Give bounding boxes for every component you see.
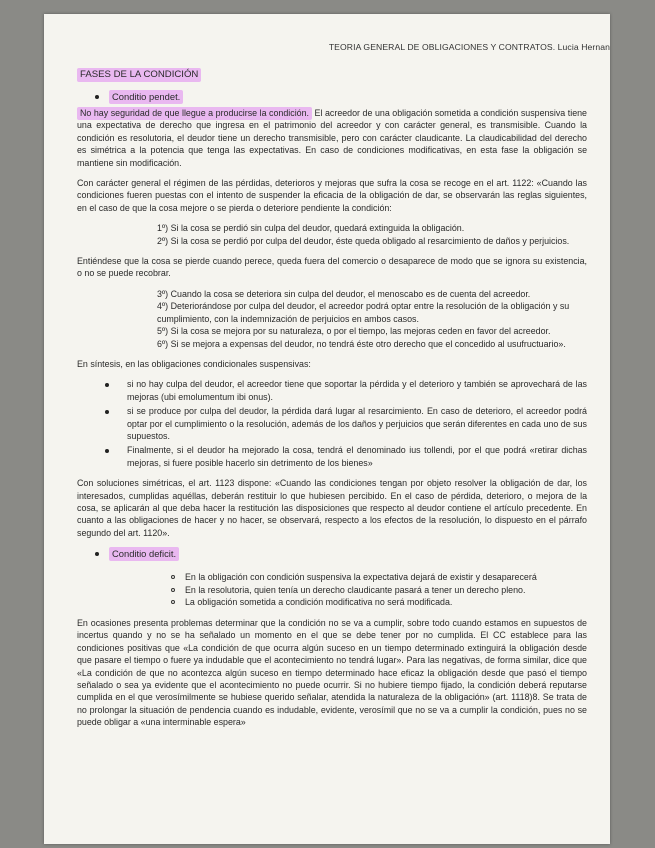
paragraph-5: Con soluciones simétricas, el art. 1123 dispone: «Cuando las condiciones tengan por objeto resolver la obligación de dar, los interesados, cumplidas aquéllas, deberán restituir lo que hubiesen percibido. En el caso de pérdida, deterioro, o mejora de la cosa, se aplicarán al que deba hacer la restitución las disposiciones que respecto al deudor contiene el artículo precedente. En cuanto a las obligaciones de hacer y no hacer, se observará, respecto a los efectos de la resolución, lo dispuesto en el párrafo segundo del art. 1120». (77, 478, 587, 538)
rule-item: 2º) Si la cosa se perdió por culpa del deudor, éste queda obligado al resarcimiento de daños y perjuicios. (157, 235, 570, 246)
paragraph-1-text: El acreedor de una obligación sometida a condición suspensiva tiene una expectativa de derecho que ingresa en el patrimonio del acreedor y con carácter general, es transmisible. Cuando la condición es resolutoria, el deudor tiene un derecho transmisible, pero con carácter claudicante. La claudicabilidad del derecho es simétrica a la potencia que tenga las expectativas. En caso de condiciones modificativas, en esta fase la obligación se mantiene sin modificación. (77, 108, 587, 168)
rule-item: 3º) Cuando la cosa se deteriora sin culpa del deudor, el menoscabo es de cuenta del acreedor. (157, 288, 531, 299)
paragraph-3: Entiéndese que la cosa se pierde cuando perece, queda fuera del comercio o desaparece de modo que se ignora su existencia, o no se puede recobrar. (77, 256, 587, 279)
running-header: TEORIA GENERAL DE OBLIGACIONES Y CONTRATOS. Lucia Hernan (328, 42, 610, 52)
paragraph-4: En síntesis, en las obligaciones condicionales suspensivas: (77, 358, 311, 369)
list-item: si no hay culpa del deudor, el acreedor tiene que soportar la pérdida y el deterioro y también se aprovechará de las mejoras (ubi emolumentum ibi onus). (77, 378, 587, 403)
bullet-icon (95, 95, 99, 99)
rules-list-b (157, 288, 587, 350)
document-page (44, 14, 610, 844)
paragraph-1 (77, 107, 587, 169)
rule-item: 4º) Deteriorándose por culpa del deudor, el acreedor podrá optar entre la resolución de la obligación y su cumplimiento, con la indemnización de perjuicios en ambos casos. (157, 301, 570, 324)
list-item: La obligación sometida a condición modificativa no será modificada. (77, 596, 587, 609)
subsection-heading-deficit (95, 547, 587, 561)
subsection-heading-pendet (95, 90, 587, 104)
rules-list-a (157, 222, 587, 247)
rule-item: 6º) Si se mejora a expensas del deudor, no tendrá éste otro derecho que el concedido al usufructuario». (157, 338, 566, 349)
deficit-sublist (77, 571, 587, 609)
list-item: En la obligación con condición suspensiva la expectativa dejará de existir y desaparecerá (77, 571, 587, 584)
document-body (77, 42, 587, 737)
highlighted-sentence: No hay seguridad de que llegue a producirse la condición. (77, 107, 312, 120)
list-item: Finalmente, si el deudor ha mejorado la cosa, tendrá el denominado ius tollendi, por el que podrá «retirar dichas mejoras, si fuere posible hacerlo sin detrimento de los bienes» (77, 444, 587, 469)
list-item: En la resolutoria, quien tenía un derecho claudicante pasará a tener un derecho pleno. (77, 584, 587, 597)
section-title: FASES DE LA CONDICIÓN (77, 68, 201, 82)
paragraph-6: En ocasiones presenta problemas determinar que la condición no se va a cumplir, sobre todo cuando estamos en supuestos de incertus quando y no se ha señalado un momento en el que se debe tener por no cumplida. El CC establece para las condiciones positivas que «La condición de que ocurra algún suceso en un tiempo determinado extinguirá la obligación desde que pasare el tiempo o fuere ya indudable que el acontecimiento no tendrá lugar». Para las negativas, de forma similar, dice que «La condición de que no acontezca algún suceso en tiempo determinado hace eficaz la obligación desde que pasó el tiempo señalado o sea ya evidente que el acontecimiento no puede ocurrir. Si no hubiere tiempo fijado, la condición deberá reputarse cumplida en el que verosímilmente se hubiese querido señalar, atendida la naturaleza de la obligación» (art. 1118)8. Se trata de no prolongar la situación de pendencia cuando es indudable, evidente, verosímil que no se va a cumplir la condición, pues no se puede obligar a «una interminable espera» (77, 617, 587, 728)
list-item: si se produce por culpa del deudor, la pérdida dará lugar al resarcimiento. En caso de deterioro, el acreedor podrá optar por el cumplimiento o la resolución, además de los daños y perjuicios que serán diferentes en cada uno de sus supuestos. (77, 405, 587, 442)
subsection-label: Conditio deficit. (109, 547, 179, 561)
rule-item: 1º) Si la cosa se perdió sin culpa del deudor, quedará extinguida la obligación. (157, 223, 465, 234)
rule-item: 5º) Si la cosa se mejora por su naturaleza, o por el tiempo, las mejoras ceden en favor del acreedor. (157, 326, 551, 337)
paragraph-2: Con carácter general el régimen de las pérdidas, deterioros y mejoras que sufra la cosa se recoge en el art. 1122: «Cuando las condiciones fueren puestas con el intento de suspender la eficacia de la obligación de dar, se observarán las reglas siguientes, en el caso de que la cosa mejore o se pierda o deteriore pendiente la condición: (77, 178, 587, 213)
summary-bullets (77, 378, 587, 469)
subsection-label: Conditio pendet. (109, 90, 183, 104)
bullet-icon (95, 552, 99, 556)
